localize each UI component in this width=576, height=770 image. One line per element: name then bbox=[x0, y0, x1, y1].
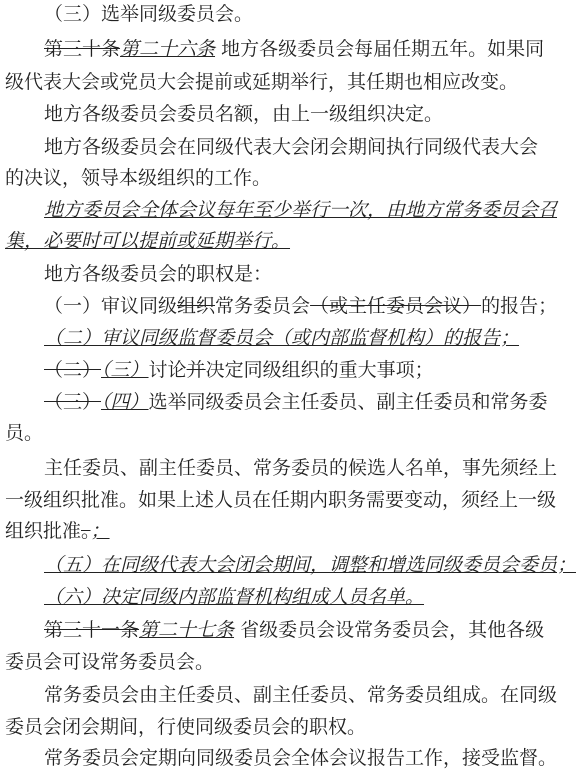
deleted-text: 。 bbox=[81, 520, 91, 542]
inserted-article-number: 第二十七条 bbox=[139, 619, 235, 641]
paragraph-line: 地方各级委员会的职权是： bbox=[44, 263, 273, 285]
inserted-powers-item-two: （二）审议同级监督委员会（或内部监督机构）的报告； bbox=[44, 327, 520, 349]
inserted-article-number: 第二十六条 bbox=[120, 38, 216, 60]
paragraph-line: 常务委员会由主任委员、副主任委员、常务委员组成。在同级 bbox=[44, 684, 558, 706]
paragraph-line: 地方各级委员会委员名额，由上一级组织决定。 bbox=[44, 103, 444, 125]
paragraph-line: 组织批准。； bbox=[5, 520, 110, 542]
deleted-text: 并 bbox=[186, 359, 206, 381]
item-three-elect-committee: （三）选举同级委员会。 bbox=[44, 3, 254, 25]
powers-item-three: （二）（三）讨论并决定同级组织的重大事项； bbox=[44, 359, 434, 381]
article-thirty-heading: 第三十条第二十六条 地方各级委员会每届任期五年。如果同 bbox=[44, 38, 545, 60]
deleted-text: （二） bbox=[44, 359, 102, 381]
inserted-text: （四） bbox=[101, 391, 149, 413]
paragraph-line: 主任委员、副主任委员、常务委员的候选人名单，事先须经上 bbox=[44, 457, 558, 479]
paragraph-line: 委员会闭会期间，行使同级委员会的职权。 bbox=[5, 716, 367, 738]
paragraph-line: 常务委员会定期向同级委员会全体会议报告工作，接受监督。 bbox=[44, 747, 558, 769]
powers-item-four: （三）（四）选举同级委员会主任委员、副主任委员和常务委 bbox=[44, 391, 548, 413]
deleted-text: 组织 bbox=[177, 295, 216, 317]
paragraph-line: 委员会可设常务委员会。 bbox=[5, 651, 215, 673]
inserted-plenary-session-clause: 集，必要时可以提前或延期举行。 bbox=[5, 230, 291, 252]
inserted-powers-item-five: （五）在同级代表大会闭会期间，调整和增选同级委员会委员； bbox=[44, 554, 576, 576]
paragraph-line: 地方各级委员会在同级代表大会闭会期间执行同级代表大会 bbox=[44, 136, 539, 158]
deleted-text: （或主任委员会议） bbox=[310, 295, 482, 317]
inserted-plenary-session-clause: 地方委员会全体会议每年至少举行一次，由地方常务委员会召 bbox=[44, 199, 558, 221]
inserted-powers-item-six: （六）决定同级内部监督机构组成人员名单。 bbox=[44, 586, 425, 608]
deleted-text: （三） bbox=[44, 391, 102, 413]
paragraph-line: 一级组织批准。如果上述人员在任期内职务需要变动，须经上一级 bbox=[5, 489, 557, 511]
powers-item-one: （一）审议同级组织常务委员会（或主任委员会议）的报告； bbox=[44, 295, 558, 317]
deleted-article-number: 第三十一条 bbox=[44, 619, 140, 641]
paragraph-line: 的决议，领导本级组织的工作。 bbox=[5, 167, 272, 189]
inserted-text: ； bbox=[90, 520, 110, 542]
paragraph-line: 员。 bbox=[5, 422, 44, 444]
article-thirty-one-heading: 第三十一条第二十七条 省级委员会设常务委员会，其他各级 bbox=[44, 619, 545, 641]
paragraph-line: 级代表大会或党员大会提前或延期举行，其任期也相应改变。 bbox=[5, 71, 519, 93]
inserted-text: （三） bbox=[101, 359, 149, 381]
deleted-article-number: 第三十条 bbox=[44, 38, 121, 60]
